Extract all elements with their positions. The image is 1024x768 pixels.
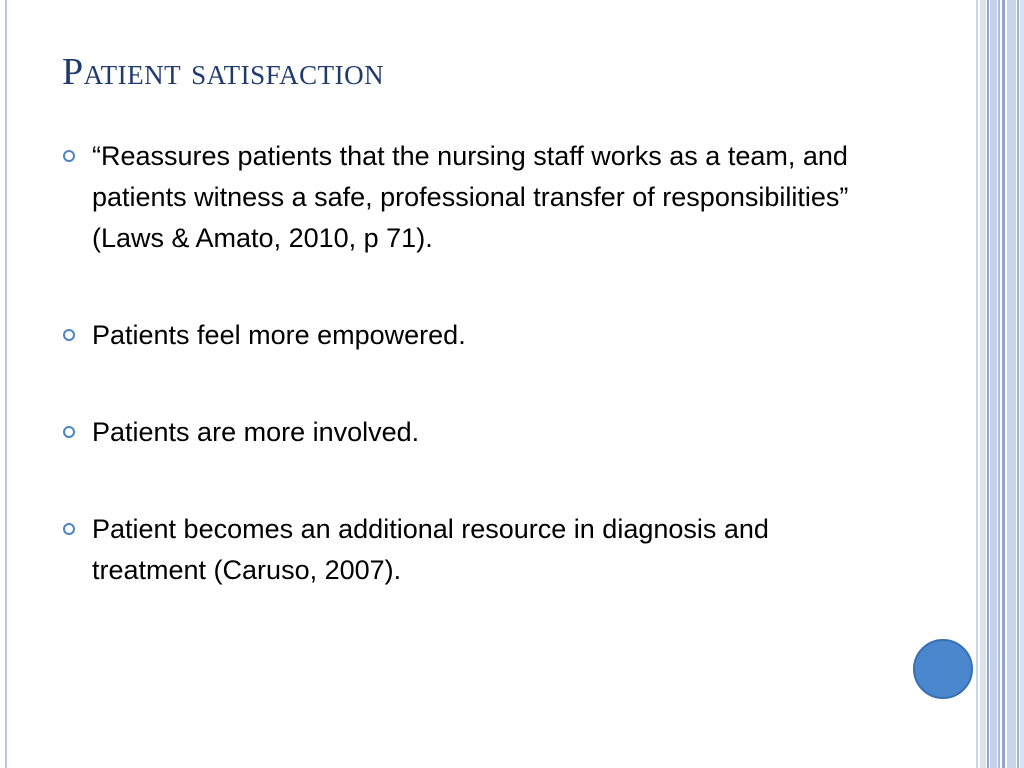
slide-title: Patient satisfaction xyxy=(62,51,385,93)
hollow-circle-bullet-icon xyxy=(63,329,75,341)
stripe xyxy=(1007,0,1016,768)
bullet-text: Patients feel more empowered. xyxy=(92,320,466,350)
bullet-text: Patient becomes an additional resource in diagnosis and treatment (Caruso, 2007). xyxy=(92,514,769,585)
stripe xyxy=(1017,0,1019,768)
stripe xyxy=(980,0,986,768)
bullet-item xyxy=(62,412,882,453)
stripe xyxy=(1002,0,1005,768)
right-decorative-stripes xyxy=(976,0,1024,768)
stripe xyxy=(990,0,997,768)
hollow-circle-bullet-icon xyxy=(63,523,75,535)
stripe xyxy=(976,0,978,768)
bullet-text: Patients are more involved. xyxy=(92,417,420,447)
hollow-circle-bullet-icon xyxy=(63,426,75,438)
stripe xyxy=(998,0,1000,768)
stripe xyxy=(1020,0,1024,768)
filled-circle-icon xyxy=(913,639,973,699)
bullet-item xyxy=(62,315,882,356)
bullet-text: “Reassures patients that the nursing staff works as a team, and patients witness a safe, professional transfer of responsibilities” (Laws & Amato, 2010, p 71). xyxy=(92,141,849,253)
hollow-circle-bullet-icon xyxy=(63,150,75,162)
left-border-line xyxy=(5,0,7,768)
bullet-item xyxy=(62,136,882,259)
stripe xyxy=(987,0,989,768)
bullet-item xyxy=(62,509,882,591)
bullet-list xyxy=(62,136,882,591)
